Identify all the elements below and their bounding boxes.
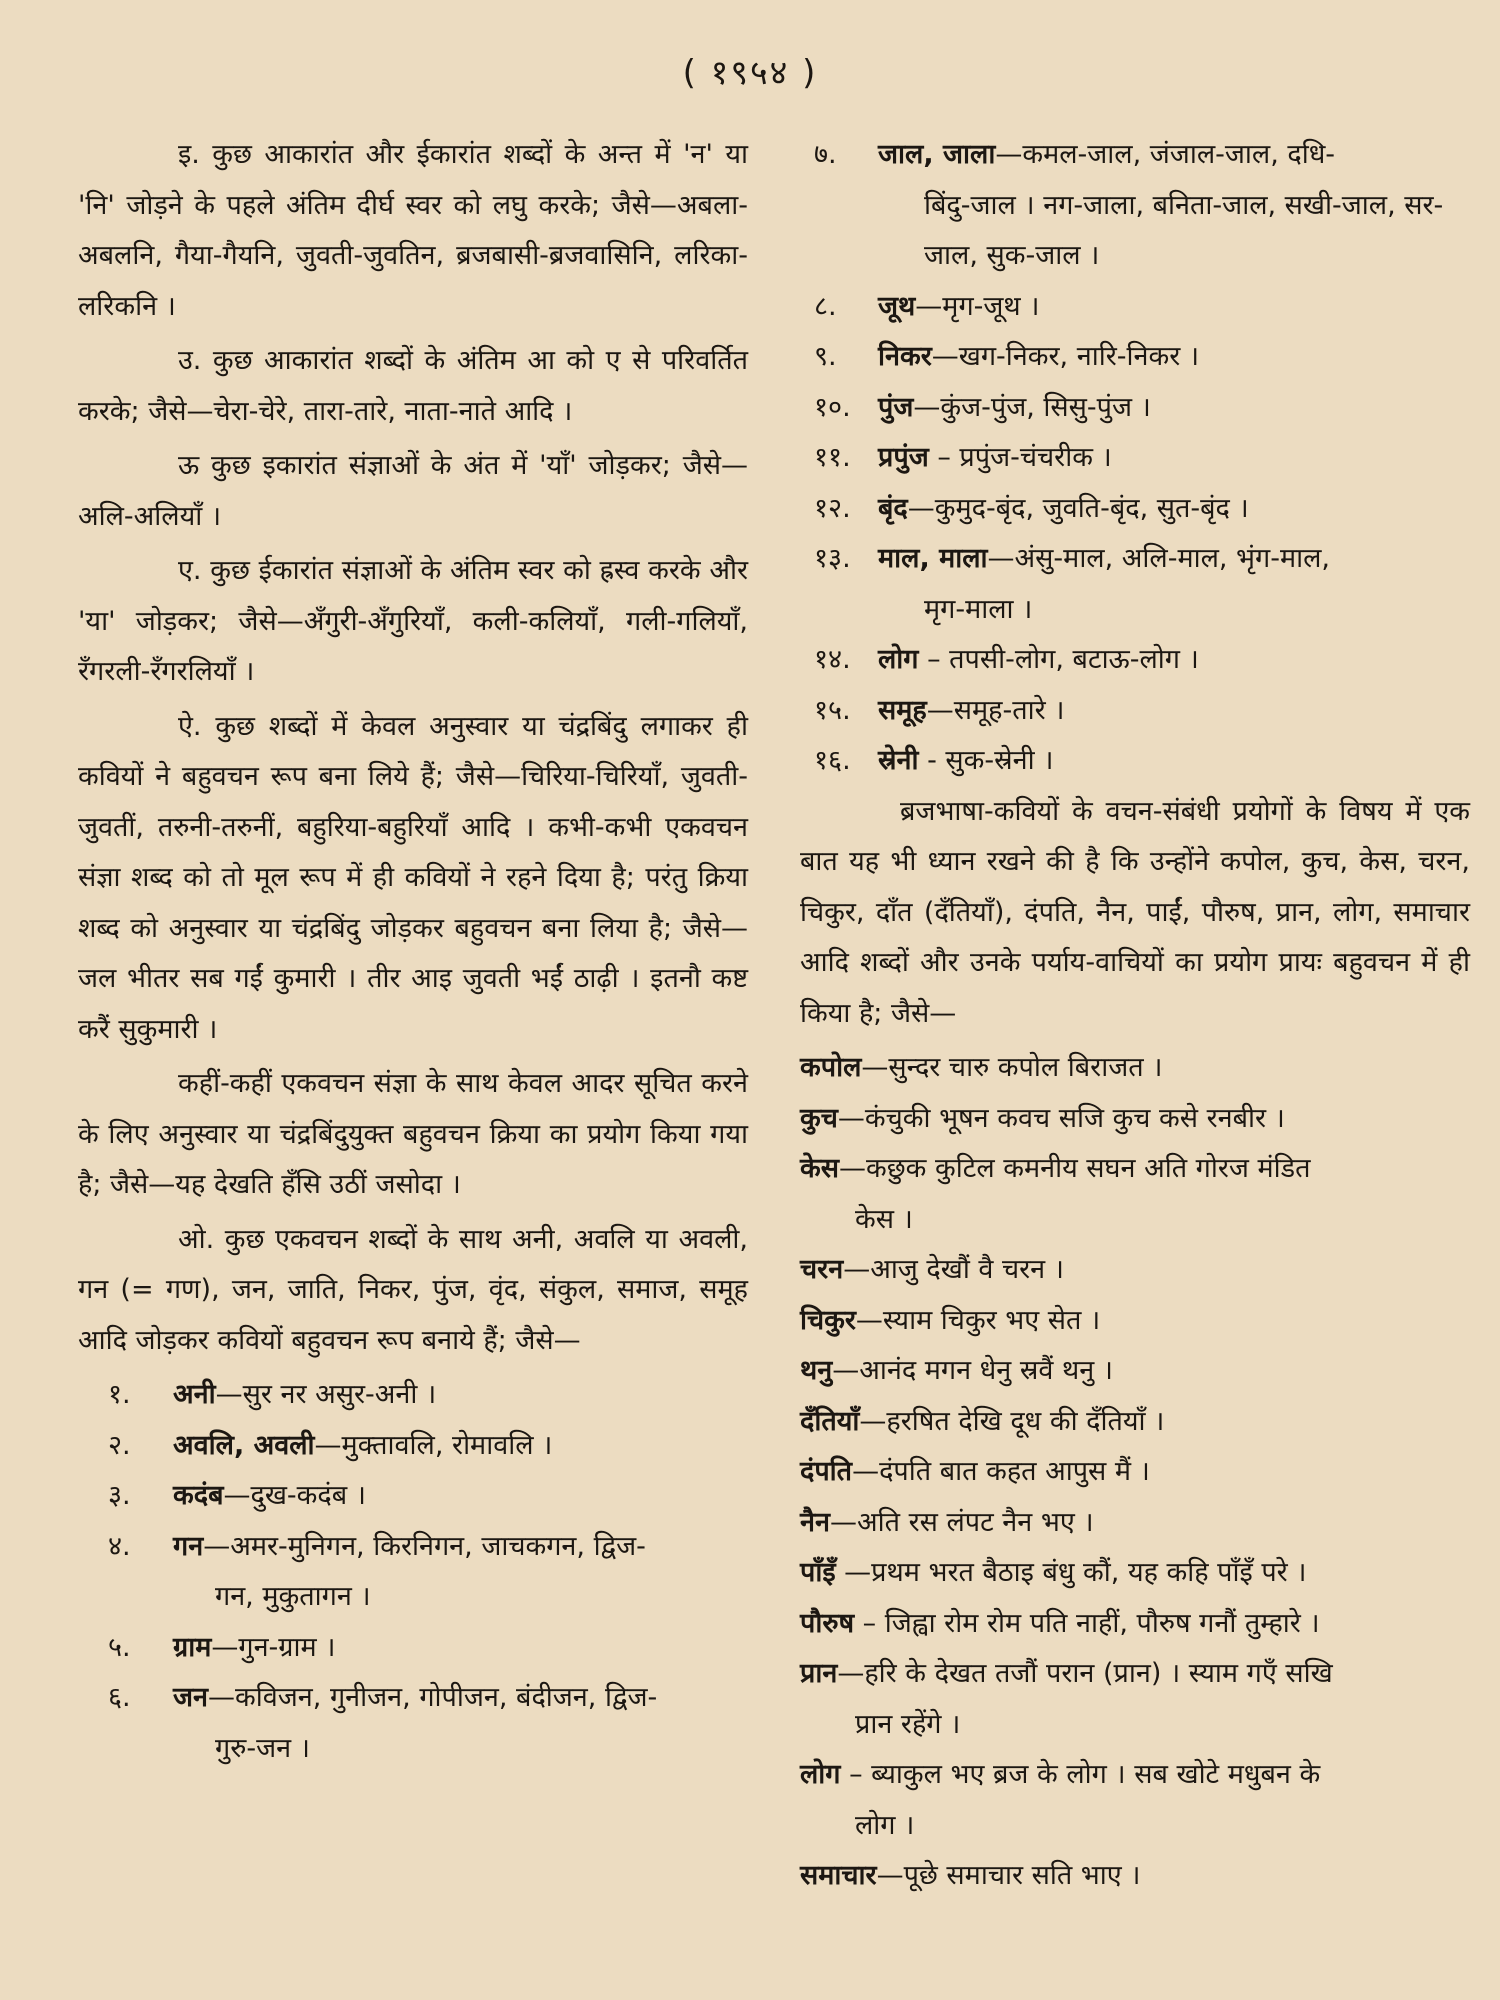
paragraph-o: ओ. कुछ एकवचन शब्दों के साथ अनी, अवलि या अवली, गन (= गण), जन, जाति, निकर, पुंज, वृंद, संकुल, समाज, समूह आदि जोड़कर कवियों बहुवचन रूप बनाये हैं; जैसे— [78,1223,748,1356]
list-head: अनी [173,1379,216,1410]
list-text: —अमर-मुनिगन, किरनिगन, जाचकगन, द्विज- [203,1530,646,1562]
list-number: ३. [108,1480,131,1511]
list-number: २. [108,1429,131,1461]
list-number: ४. [108,1530,131,1562]
left-column [78,130,748,1774]
list-item [78,1623,748,1674]
list-number: १०. [814,391,851,423]
example-text: —कछुक कुटिल कमनीय सघन अति गोरज मंडित [839,1153,1311,1184]
list-item [78,1471,748,1522]
example-text: —आनंद मगन धेनु स्रवैं थनु । [832,1355,1114,1386]
list-number: १६. [814,745,851,776]
list-item [800,383,1470,434]
list-number: ६. [108,1682,131,1713]
example-line [800,1548,1470,1599]
list-head: जाल, जाला [878,139,996,170]
list-item [800,635,1470,686]
list-head: स्रेनी [878,745,919,776]
list-text: - सुक-स्रेनी । [918,745,1054,776]
example-head: कपोल [800,1052,862,1083]
example-continuation: प्रान रहेंगे । [855,1708,961,1740]
page-number: ( १९५४ ) [682,53,818,93]
list-item [800,282,1470,333]
list-number: १२. [814,492,851,524]
list-item [800,534,1470,635]
list-continuation: गन, मुकुतागन । [215,1581,371,1612]
list-text: —कमल-जाल, जंजाल-जाल, दधि- [995,139,1336,170]
list-head: माल, माला [878,543,988,574]
example-text: – ब्याकुल भए ब्रज के लोग । सब खोटे मधुबन के [840,1759,1321,1790]
example-head: नैन [800,1506,830,1538]
usage-examples [800,1043,1470,1902]
paragraph-honorific: कहीं-कहीं एकवचन संज्ञा के साथ केवल आदर सूचित करने के लिए अनुस्वार या चंद्रबिंदुयुक्त बहुवचन क्रिया का प्रयोग किया गया है; जैसे—यह देखति हँसि उठीं जसोदा । [78,1068,748,1200]
list-number: ५. [108,1631,131,1663]
example-text: —सुन्दर चारु कपोल बिराजत । [861,1052,1163,1083]
list-head: गन [173,1530,204,1562]
example-text: —दंपति बात कहत आपुस मैं । [852,1456,1150,1487]
list-text: —दुख-कदंब । [223,1480,366,1511]
example-text: —अति रस लंपट नैन भए । [829,1506,1094,1538]
list-text: —समूह-तारे । [926,694,1065,726]
list-head: जन [173,1682,209,1713]
list-head: कदंब [173,1480,224,1511]
list-item [78,1421,748,1472]
list-number: ११. [814,442,851,473]
list-text: —गुन-ग्राम । [211,1631,336,1663]
list-text: —कुंज-पुंज, सिसु-पुंज । [913,391,1151,423]
list-continuation: बिंदु-जाल । नग-जाला, बनिता-जाल, सखी-जाल, सर-जाल, सुक-जाल । [924,189,1444,271]
list-head: अवलि, अवली [173,1429,315,1461]
list-item [800,484,1470,535]
list-number: १३. [814,543,851,574]
paragraph-uu: ऊ कुछ इकारांत संज्ञाओं के अंत में 'याँ' जोड़कर; जैसे—अलि-अलियाँ । [78,450,748,532]
list-item [800,736,1470,787]
example-text: —हरि के देखत तजौं परान (प्रान) । स्याम गएँ सखि [837,1658,1333,1689]
list-head: जूथ [878,290,916,322]
list-text: —सुर नर असुर-अनी । [215,1379,437,1410]
example-line [800,1094,1470,1145]
list-head: बृंद [878,492,908,524]
list-text: —कविजन, गुनीजन, गोपीजन, बंदीजन, द्विज- [208,1682,658,1713]
example-continuation: केस । [855,1203,913,1235]
paragraph-i: इ. कुछ आकारांत और ईकारांत शब्दों के अन्त में 'न' या 'नि' जोड़ने के पहले अंतिम दीर्घ स्वर को लघु करके; जैसे—अबला-अबलनि, गैया-गैयनि, जुवती-जुवतिन, ब्रजबासी-ब्रजवासिनि, लरिका-लरिकनि । [78,139,748,322]
list-item [800,686,1470,737]
example-continuation: लोग । [855,1809,915,1841]
list-item [800,332,1470,383]
list-item [78,1522,748,1623]
list-text: —अंसु-माल, अलि-माल, भृंग-माल, [987,543,1331,574]
example-head: चरन [800,1254,844,1285]
list-number: ७. [814,139,837,170]
list-text: —खग-निकर, नारि-निकर । [931,341,1200,372]
example-head: दँतियाँ [800,1405,860,1437]
example-line [800,1649,1470,1750]
example-head: दंपति [800,1456,853,1487]
example-line [800,1851,1470,1902]
example-head: कुच [800,1102,838,1134]
example-line [800,1043,1470,1094]
example-text: —आजु देखौं वै चरन । [843,1254,1064,1285]
list-continuation: मृग-माला । [924,593,1033,625]
paragraph-u: उ. कुछ आकारांत शब्दों के अंतिम आ को ए से परिवर्तित करके; जैसे—चेरा-चेरे, तारा-तारे, नाता-नाते आदि । [78,345,748,427]
list-head: प्रपुंज [878,442,929,473]
list-number: ८. [814,290,837,322]
example-text: – जिह्वा रोम रोम पति नाहीं, पौरुष गनौं तुम्हारे । [854,1607,1320,1639]
list-text: – प्रपुंज-चंचरीक । [928,442,1112,473]
example-text: —कंचुकी भूषन कवच सजि कुच कसे रनबीर । [837,1102,1285,1134]
list-head: ग्राम [173,1631,212,1663]
list-head: पुंज [878,391,914,423]
paragraph-ai: ऐ. कुछ शब्दों में केवल अनुस्वार या चंद्रबिंदु लगाकर ही कवियों ने बहुवचन रूप बना लिये हैं; जैसे—चिरिया-चिरियाँ, जुवती-जुवतीं, तरुनी-तरुनीं, बहुरिया-बहुरियाँ आदि । कभी-कभी एकवचन संज्ञा शब्द को तो मूल रूप में ही कवियों ने रहने दिया है; परंतु क्रिया शब्द को अनुस्वार या चंद्रबिंदु जोड़कर बहुवचन बना लिया है; जैसे—जल भीतर सब गईं कुमारी । तीर आइ जुवती भईं ठाढ़ी । इतनौ कष्ट करैं सुकुमारी । [78,710,748,1045]
example-head: केस [800,1153,839,1184]
example-line [800,1397,1470,1448]
list-number: ९. [814,341,837,372]
example-line [800,1245,1470,1296]
list-text: —मृग-जूथ । [915,290,1040,322]
paragraph-e: ए. कुछ ईकारांत संज्ञाओं के अंतिम स्वर को ह्रस्व करके और 'या' जोड़कर; जैसे—अँगुरी-अँगुरियाँ, कली-कलियाँ, गली-गलियाँ, रँगरली-रँगरलियाँ । [78,555,748,687]
example-line [800,1599,1470,1650]
list-item [800,130,1470,282]
right-column [800,130,1470,1902]
right-example-list [800,130,1470,787]
list-item [800,433,1470,484]
example-head: प्रान [800,1658,838,1689]
list-item [78,1673,748,1774]
example-text: —प्रथम भरत बैठाइ बंधु कौं, यह कहि पाँइँ परे । [835,1557,1307,1588]
list-number: १. [108,1379,131,1410]
example-line [800,1447,1470,1498]
list-head: निकर [878,341,932,372]
list-text: – तपसी-लोग, बटाऊ-लोग । [918,644,1199,675]
paragraph-plural-usage: ब्रजभाषा-कवियों के वचन-संबंधी प्रयोगों के विषय में एक बात यह भी ध्यान रखने की है कि उन्होंने कपोल, कुच, केस, चरन, चिकुर, दाँत (दँतियाँ), दंपति, नैन, पाईं, पौरुष, प्रान, लोग, समाचार आदि शब्दों और उनके पर्याय-वाचियों का प्रयोग प्रायः बहुवचन में ही किया है; जैसे— [800,795,1470,1029]
left-example-list [78,1370,748,1774]
example-head: पाँइँ [800,1557,836,1588]
example-text: —स्याम चिकुर भए सेत । [855,1304,1101,1336]
list-number: १४. [814,644,851,675]
list-head: समूह [878,694,927,726]
example-text: —हरषित देखि दूध की दँतियाँ । [859,1405,1165,1437]
example-text: —पूछे समाचार सति भाए । [876,1860,1141,1891]
list-head: लोग [878,644,919,675]
list-text: —कुमुद-बृंद, जुवति-बृंद, सुत-बृंद । [907,492,1249,524]
example-line [800,1498,1470,1549]
example-head: समाचार [800,1860,877,1891]
example-head: लोग [800,1759,841,1790]
list-continuation: गुरु-जन । [215,1732,310,1764]
example-line [800,1296,1470,1347]
example-line [800,1346,1470,1397]
list-text: —मुक्तावलि, रोमावलि । [314,1429,553,1461]
example-head: चिकुर [800,1304,856,1336]
example-head: थनु [800,1355,833,1386]
list-item [78,1370,748,1421]
example-head: पौरुष [800,1607,855,1639]
example-line [800,1750,1470,1851]
list-number: १५. [814,694,851,726]
example-line [800,1144,1470,1245]
